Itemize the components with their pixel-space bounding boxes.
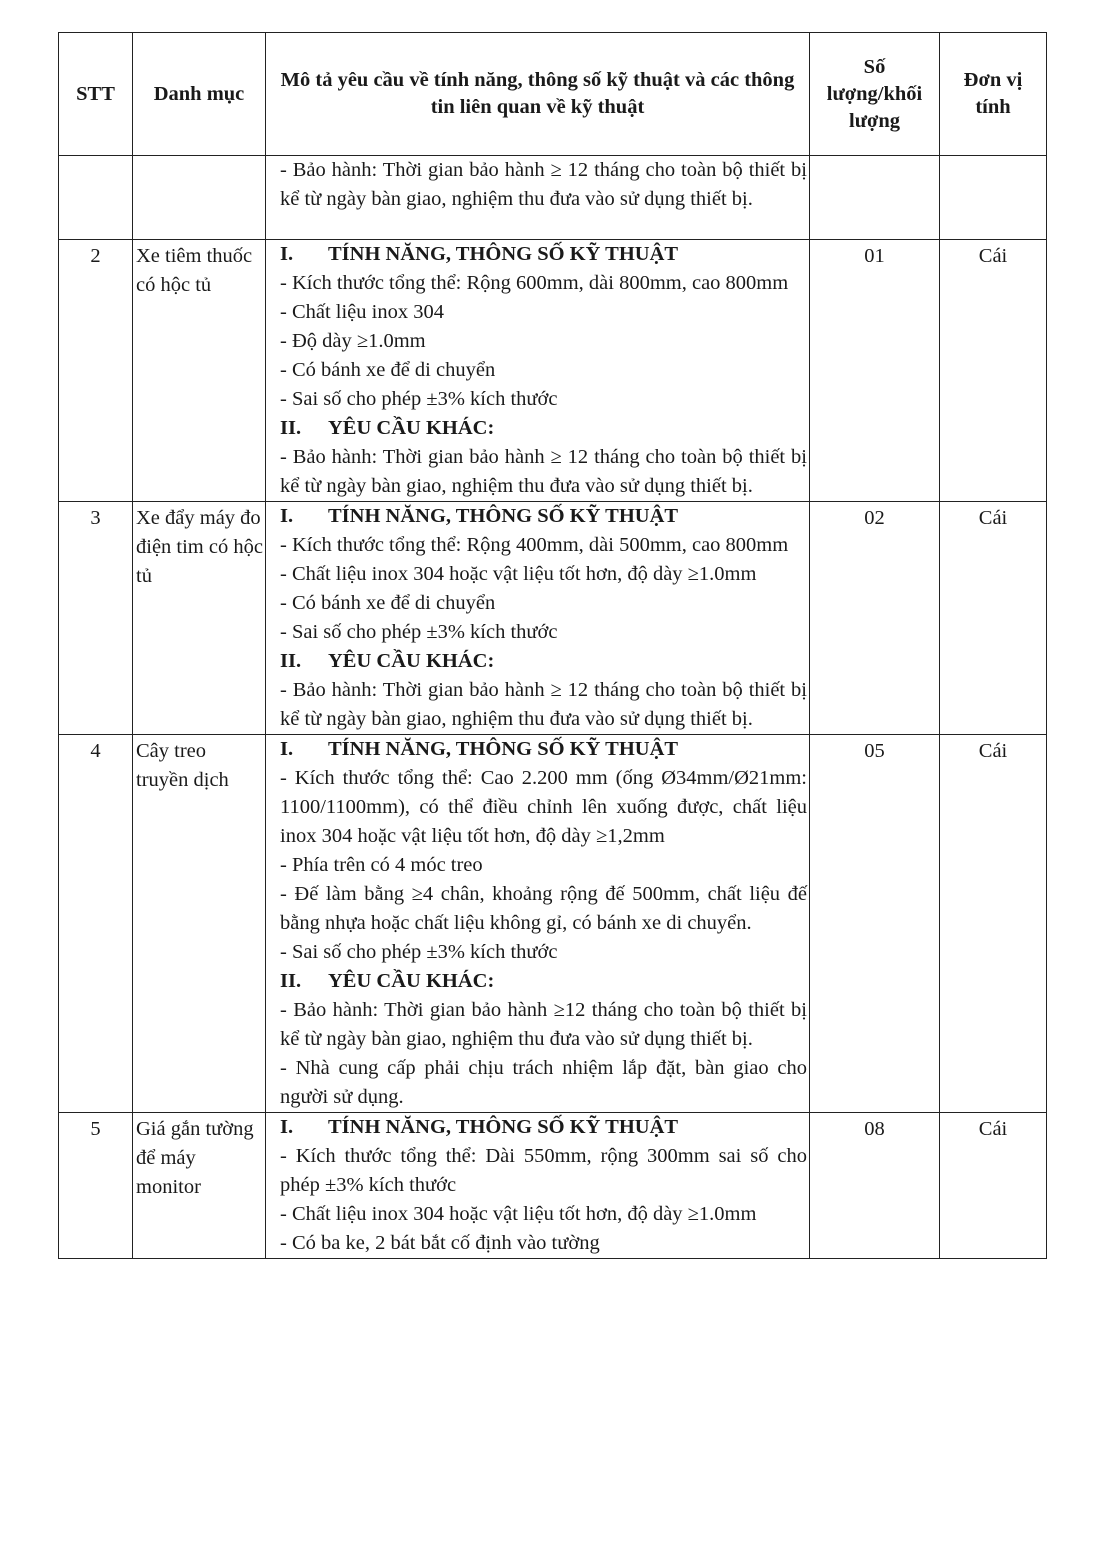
- spec-item: - Sai số cho phép ±3% kích thước: [280, 941, 558, 963]
- spec-item: - Đế làm bằng ≥4 chân, khoảng rộng đế 500mm, chất liệu đế bằng nhựa hoặc chất liệu không gỉ, có bánh xe di chuyển.: [280, 883, 807, 934]
- requirement-item: - Bảo hành: Thời gian bảo hành ≥ 12 tháng cho toàn bộ thiết bị kể từ ngày bàn giao, nghiệm thu đưa vào sử dụng thiết bị.: [280, 446, 807, 497]
- header-row: [59, 33, 1047, 156]
- row-description: [266, 1113, 810, 1259]
- spec-item: - Độ dày ≥1.0mm: [280, 330, 426, 352]
- section-title: TÍNH NĂNG, THÔNG SỐ KỸ THUẬT: [328, 1116, 679, 1138]
- section-title: TÍNH NĂNG, THÔNG SỐ KỸ THUẬT: [328, 738, 679, 760]
- row-stt: 3: [59, 502, 133, 735]
- row-quantity: 08: [810, 1113, 940, 1259]
- row-stt: 4: [59, 735, 133, 1113]
- section-title: YÊU CẦU KHÁC:: [328, 970, 495, 992]
- row-unit: Cái: [940, 1113, 1047, 1259]
- continuation-text: - Bảo hành: Thời gian bảo hành ≥ 12 tháng cho toàn bộ thiết bị kể từ ngày bàn giao, nghiệm thu đưa vào sử dụng thiết bị.: [280, 159, 807, 210]
- row-description: [266, 240, 810, 502]
- section-title: YÊU CẦU KHÁC:: [328, 650, 495, 672]
- section-number: II.: [280, 417, 302, 439]
- requirement-item: - Bảo hành: Thời gian bảo hành ≥12 tháng cho toàn bộ thiết bị kể từ ngày bàn giao, nghiệm thu đưa vào sử dụng thiết bị.: [280, 999, 807, 1050]
- section-heading: [280, 240, 807, 269]
- section-heading: [280, 414, 807, 443]
- spec-item: - Kích thước tổng thể: Dài 550mm, rộng 300mm sai số cho phép ±3% kích thước: [280, 1145, 807, 1196]
- row-quantity: 01: [810, 240, 940, 502]
- row-quantity: 05: [810, 735, 940, 1113]
- header-quantity: Số lượng/khối lượng: [810, 33, 940, 156]
- table-row: [59, 1113, 1047, 1259]
- section-heading: [280, 502, 807, 531]
- header-stt: STT: [59, 33, 133, 156]
- section-heading: [280, 735, 807, 764]
- spec-item: - Phía trên có 4 móc treo: [280, 854, 483, 876]
- row-unit: Cái: [940, 735, 1047, 1113]
- section-heading: [280, 967, 807, 996]
- requirement-item: - Bảo hành: Thời gian bảo hành ≥ 12 tháng cho toàn bộ thiết bị kể từ ngày bàn giao, nghiệm thu đưa vào sử dụng thiết bị.: [280, 679, 807, 730]
- specification-table: [58, 32, 1047, 1259]
- section-number: II.: [280, 650, 302, 672]
- header-description: Mô tả yêu cầu về tính năng, thông số kỹ thuật và các thông tin liên quan về kỹ thuật: [266, 33, 810, 156]
- section-title: YÊU CẦU KHÁC:: [328, 417, 495, 439]
- section-number: I.: [280, 505, 294, 527]
- section-number: I.: [280, 738, 294, 760]
- spec-item: - Có ba ke, 2 bát bắt cố định vào tường: [280, 1232, 600, 1254]
- section-number: II.: [280, 970, 302, 992]
- table-row: [59, 502, 1047, 735]
- section-number: I.: [280, 1116, 294, 1138]
- spec-item: - Kích thước tổng thể: Rộng 400mm, dài 500mm, cao 800mm: [280, 534, 789, 556]
- row-category: Cây treo truyền dịch: [133, 735, 266, 1113]
- row-description: [266, 735, 810, 1113]
- table-row: [59, 735, 1047, 1113]
- spec-item: - Kích thước tổng thể: Rộng 600mm, dài 800mm, cao 800mm: [280, 272, 789, 294]
- row-category: Xe đẩy máy đo điện tim có hộc tủ: [133, 502, 266, 735]
- row-category: Giá gắn tường để máy monitor: [133, 1113, 266, 1259]
- row-category: Xe tiêm thuốc có hộc tủ: [133, 240, 266, 502]
- section-number: I.: [280, 243, 294, 265]
- table-row: [59, 240, 1047, 502]
- header-unit: Đơn vị tính: [940, 33, 1047, 156]
- spec-item: - Kích thước tổng thể: Cao 2.200 mm (ống Ø34mm/Ø21mm: 1100/1100mm), có thể điều chỉnh lên xuống được, chất liệu inox 304 hoặc vật liệu tốt hơn, độ dày ≥1,2mm: [280, 767, 807, 847]
- spec-item: - Có bánh xe để di chuyển: [280, 359, 496, 381]
- spec-item: - Chất liệu inox 304 hoặc vật liệu tốt hơn, độ dày ≥1.0mm: [280, 563, 757, 585]
- section-heading: [280, 1113, 807, 1142]
- spec-item: - Sai số cho phép ±3% kích thước: [280, 621, 558, 643]
- header-category: Danh mục: [133, 33, 266, 156]
- section-title: TÍNH NĂNG, THÔNG SỐ KỸ THUẬT: [328, 505, 679, 527]
- continuation-row: [59, 156, 1047, 240]
- row-description: [266, 502, 810, 735]
- row-stt: 2: [59, 240, 133, 502]
- spec-item: - Chất liệu inox 304: [280, 301, 444, 323]
- spec-item: - Có bánh xe để di chuyển: [280, 592, 496, 614]
- section-title: TÍNH NĂNG, THÔNG SỐ KỸ THUẬT: [328, 243, 679, 265]
- section-heading: [280, 647, 807, 676]
- document-page: [58, 32, 1046, 1259]
- row-unit: Cái: [940, 502, 1047, 735]
- spec-item: - Chất liệu inox 304 hoặc vật liệu tốt hơn, độ dày ≥1.0mm: [280, 1203, 757, 1225]
- spec-item: - Sai số cho phép ±3% kích thước: [280, 388, 558, 410]
- row-stt: 5: [59, 1113, 133, 1259]
- row-quantity: 02: [810, 502, 940, 735]
- requirement-item: - Nhà cung cấp phải chịu trách nhiệm lắp đặt, bàn giao cho người sử dụng.: [280, 1057, 807, 1108]
- row-unit: Cái: [940, 240, 1047, 502]
